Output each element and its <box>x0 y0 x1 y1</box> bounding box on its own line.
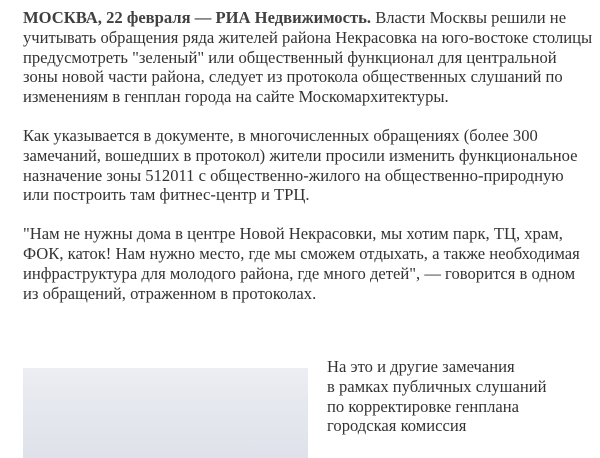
paragraph-4-line: городская комиссия <box>327 416 467 436</box>
paragraph-4-line: по корректировке генплана <box>327 396 519 416</box>
paragraph-3-quote: "Нам не нужны дома в центре Новой Некрасовки, мы хотим парк, ТЦ, храм, ФОК, каток! Нам нужно место, где мы сможем отдыхать, а также необходимая инфраструктура для молодого района, где много детей", — говорится в одном из обращений, отраженном в протоколах. <box>23 224 580 303</box>
dateline: МОСКВА, 22 февраля — РИА Недвижимость. <box>23 8 372 27</box>
article-body <box>23 8 593 322</box>
paragraph-4 <box>327 357 592 436</box>
paragraph-4-line: На это и другие замечания <box>327 357 515 376</box>
paragraph-1 <box>23 8 593 107</box>
image-with-text-block <box>0 357 600 452</box>
paragraph-2: Как указывается в документе, в многочисленных обращениях (более 300 замечаний, вошедших в протокол) жители просили изменить функциональное назначение зоны 512011 с общественно-жилого на общественно-природную или построить там фитнес-центр и ТРЦ. <box>23 125 578 205</box>
article-photo <box>23 368 308 458</box>
paragraph-1-text: Власти Москвы решили не учитывать обращения ряда жителей района Некрасовка на юго-востоке столицы предусмотреть "зеленый" или общественный функционал для центральной зоны новой части района, следует из протокола общественных слушаний по изменениям в генплан города на сайте Москомархитектуры. <box>23 8 593 107</box>
paragraph-4-line: в рамках публичных слушаний <box>327 376 547 396</box>
